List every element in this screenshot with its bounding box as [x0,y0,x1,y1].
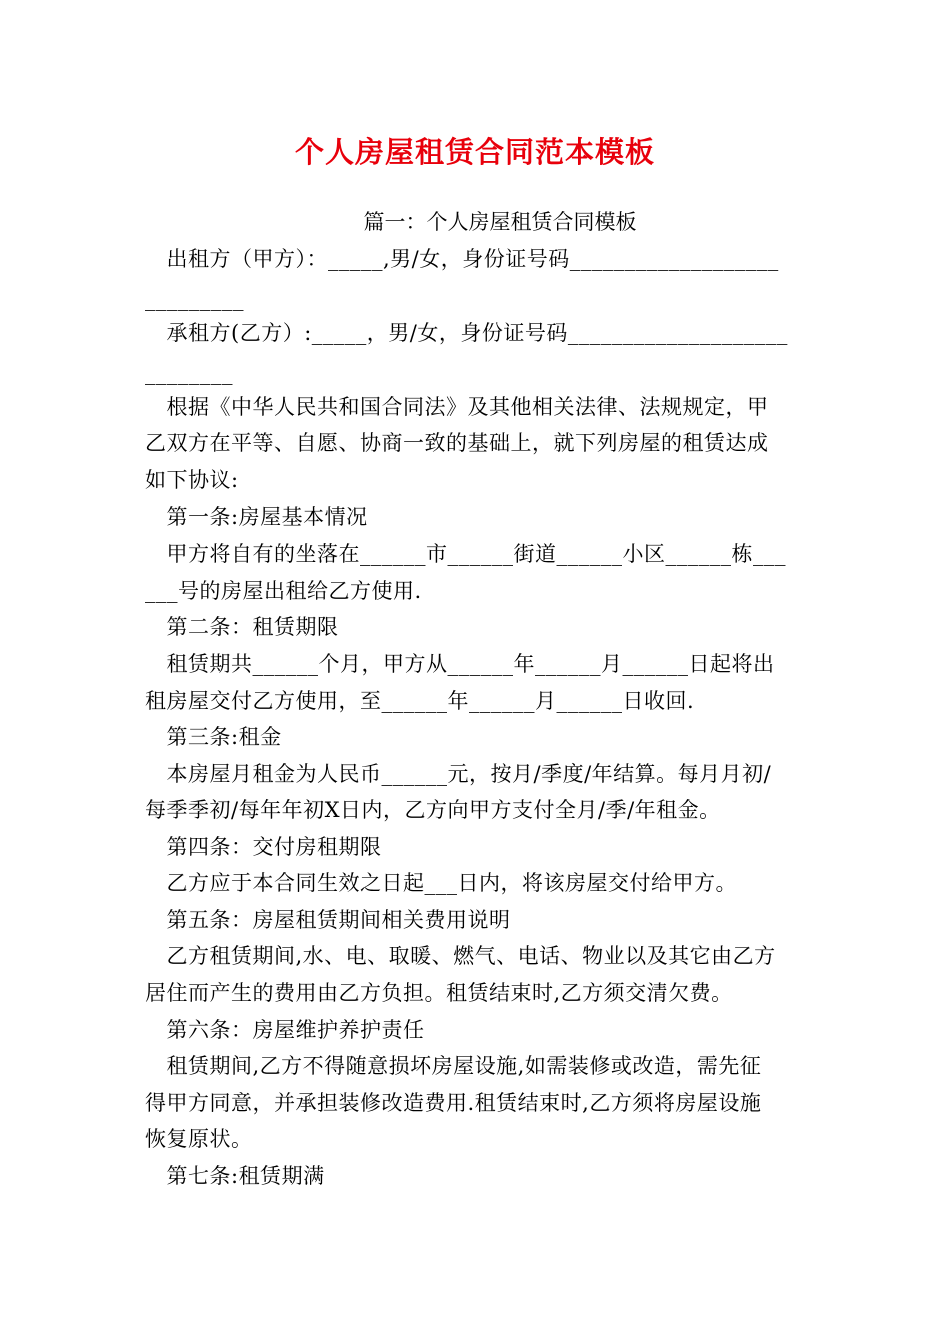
article-heading: 第七条:租赁期满 [145,1164,325,1188]
article-heading: 第二条：租赁期限 [145,615,339,639]
document-title: 个人房屋租赁合同范本模板 [294,135,655,169]
article-heading: 第六条：房屋维护养护责任 [145,1018,425,1042]
body-line: 甲方将自有的坐落在______市______街道______小区______栋___ [145,542,786,566]
body-line: 乙方租赁期间,水、电、取暖、燃气、电话、物业以及其它由乙方 [145,944,776,968]
article-heading: 第三条:租金 [145,725,282,749]
body-line: 居住而产生的费用由乙方负担。租赁结束时,乙方须交清欠费。 [145,981,733,1005]
body-line: 如下协议: [145,468,239,492]
party-b-line: 承租方(乙方）:_____，男/女，身份证号码____________________ [145,321,788,345]
body-line: 每季季初/每年年初X日内，乙方向甲方支付全月/季/年租金。 [145,798,721,822]
article-heading: 第五条：房屋租赁期间相关费用说明 [145,908,511,932]
body-line: 乙双方在平等、自愿、协商一致的基础上，就下列房屋的租赁达成 [145,431,769,455]
body-line: 租房屋交付乙方使用，至______年______月______日收回. [145,689,695,713]
party-b-line-cont: ________ [145,361,233,385]
body-line: 得甲方同意，并承担装修改造费用.租赁结束时,乙方须将房屋设施 [145,1091,762,1115]
body-line: 租赁期间,乙方不得随意损坏房屋设施,如需装修或改造，需先征 [145,1054,762,1078]
document-subtitle: 篇一：个人房屋租赁合同模板 [363,210,637,234]
body-line: 恢复原状。 [145,1127,253,1151]
body-line: 租赁期共______个月，甲方从______年______月______日起将出 [145,652,775,676]
body-line: 乙方应于本合同生效之日起___日内，将该房屋交付给甲方。 [145,871,737,895]
article-heading: 第四条：交付房租期限 [145,835,382,859]
party-a-line: 出租方（甲方）：_____,男/女，身份证号码___________________ [145,247,779,271]
article-heading: 第一条:房屋基本情况 [145,505,368,529]
body-line: 本房屋月租金为人民币______元，按月/季度/年结算。每月月初/ [145,762,772,786]
body-line: 根据《中华人民共和国合同法》及其他相关法律、法规规定，甲 [145,395,769,419]
body-line: ___号的房屋出租给乙方使用. [145,579,422,603]
party-a-line-cont: _________ [145,287,244,311]
